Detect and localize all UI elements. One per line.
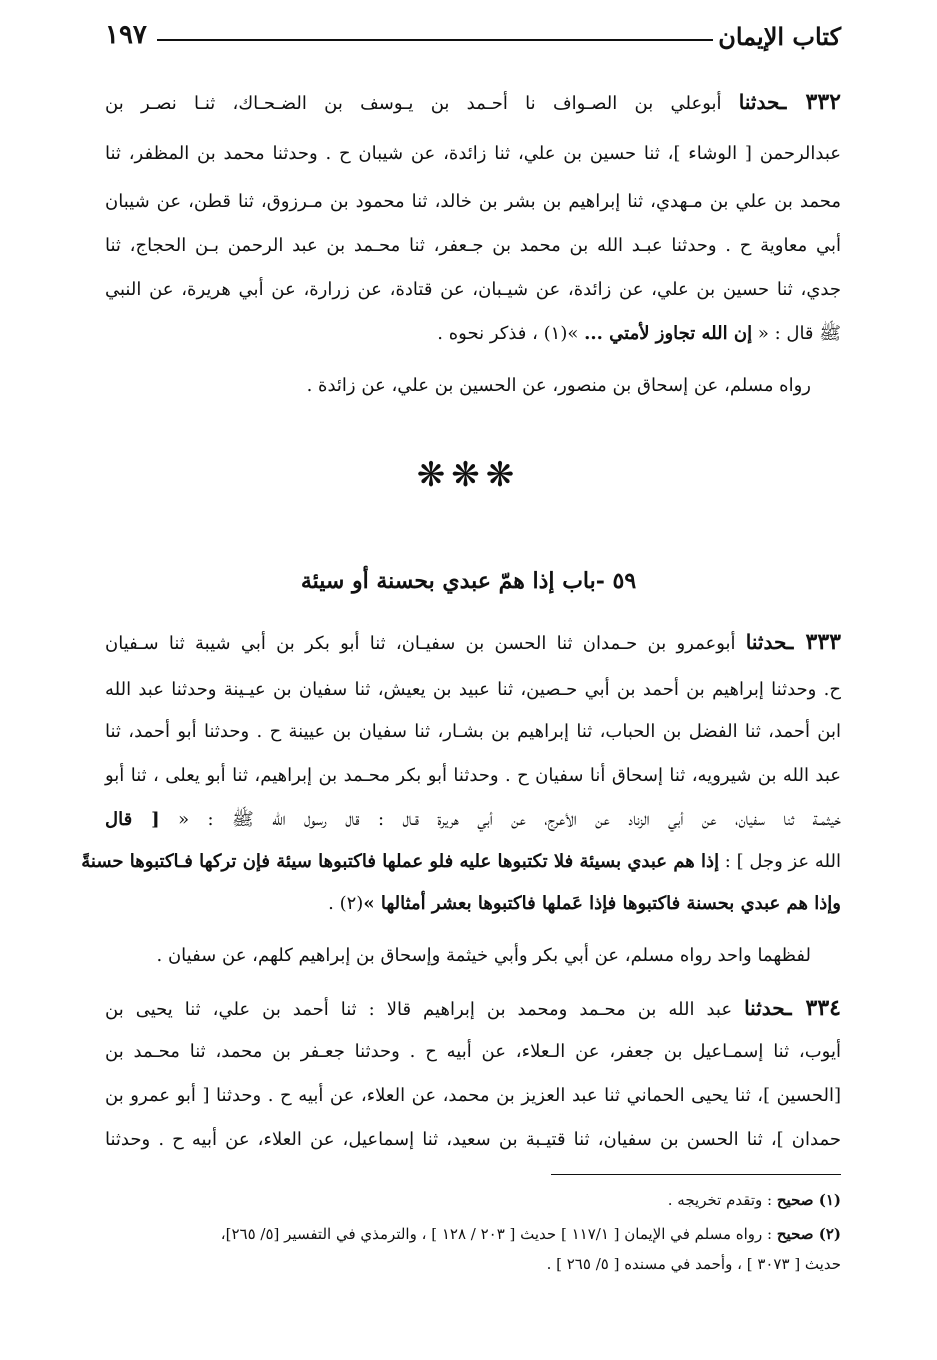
hadith-text: أبوعلي بن الصـواف نا أحـمد بن يـوسف بن الضـحـاك، ثنـا نصـر بن [105, 93, 722, 114]
hadith-text: ﷺ قال : « [752, 323, 841, 344]
hadith-332-takhrij: رواه مسلم، عن إسحاق بن منصور، عن الحسين بن علي، عن زائدة . [306, 375, 811, 396]
hadith-332-line-3: محمد بن علي بن مـهدي، ثنا إبراهيم بن بشر بن خالد، ثنا محمود بن مـرزوق، ثنا قطن، عن شيبان [105, 191, 841, 212]
hadith-332-line-5: جدي، ثنا حسين بن علي، عن زائدة، عن شيـبان، عن قتادة، عن زرارة، عن أبي هريرة، عن النبي [105, 279, 841, 300]
hadith-text: خيثمـة ثنا سفيان، عن أبي الزناد عن الأعرج، عن أبي هريرة قـال : قال رسول الله ﷺ : « [159, 809, 841, 830]
footnote-rule [551, 1174, 841, 1175]
footnote-text: : وتقدم تخريجه . [667, 1191, 777, 1209]
hadith-332-line-6 [105, 320, 841, 348]
hadith-332-line-1 [105, 88, 841, 118]
hadith-number: ٣٣٢ ـ [779, 89, 841, 115]
hadith-text: الله عز وجل ] : [719, 851, 841, 872]
hadith-334-line-4: حمدان ]، ثنا الحسن بن سفيان، ثنا قتيـبة بن سعيد، ثنا إسماعيل، عن العلاء، عن أبيه ح . وحدثنا [105, 1129, 841, 1150]
hadith-333-takhrij: لفظهما واحد رواه مسلم، عن أبي بكر وأبي خيثمة وإسحاق بن إبراهيم كلهم، عن سفيان . [156, 945, 811, 966]
hadith-text: أبوعمرو بن حـمدان ثنا الحسن بن سفيـان، ثنا أبو بكر بن أبي شيبة ثنا سـفيان [105, 633, 736, 654]
hadith-text: »(١) ، فذكر نحوه . [437, 323, 585, 344]
haddathana-keyword: حدثنا [745, 630, 787, 654]
hadith-333-line-2: ح. وحدثنا إبراهيم بن أحمد بن أبي حـصين، ثنا عبيد بن يعيش، ثنا سفيان بن عيـينة وحدثنا عبد الله [105, 679, 841, 700]
header-rule [157, 39, 713, 41]
footnote-text: : رواه مسلم في الإيمان [ ١١٧/١ ] حديث [ ٢٠٣ / ١٢٨ ] ، والترمذي في التفسير [٥/ ٢٦٥]، [220, 1225, 777, 1243]
hadith-332-line-4: أبي معاوية ح . وحدثنا عبـد الله بن محمد بن جـعفر، ثنا محـمد بن عبد الرحمن بـن الحجاج، ثنا [105, 235, 841, 256]
hadith-333-line-6 [81, 848, 841, 876]
hadith-334-line-2: أيوب، ثنا إسمـاعيل بن جعفر، عن الـعلاء، عن أبيه ح . وحدثنا جعـفر بن محمد، ثنا محـمد بن [105, 1041, 841, 1062]
page-number: ١٩٧ [105, 20, 147, 50]
haddathana-keyword: حدثنا [744, 996, 786, 1020]
hadith-333-line-3: ابن أحمد، ثنا الفضل بن الحباب، ثنا إبراهيم بن بشـار، ثنا سفيان بن عيينة ح . وحدثنا أبو أحمد، ثنا [105, 721, 841, 742]
footnote-1 [105, 1188, 841, 1212]
haddathana-keyword: حدثنا [738, 90, 780, 114]
footnote-label: (٢) صحيح [776, 1225, 841, 1243]
footnote-2-continued: حديث [ ٣٠٧٣ ] ، وأحمد في مسنده [ ٥/ ٢٦٥ ] . [546, 1255, 841, 1273]
chapter-title: ٥٩ -باب إذا همّ عبدي بحسنة أو سيئة [300, 568, 637, 594]
hadith-333-line-5 [105, 806, 841, 834]
footnote-label: (١) صحيح [776, 1191, 841, 1209]
hadith-334-line-3: [الحسين ]، ثنا يحيى الحماني ثنا عبد العزيز بن محمد، عن العلاء، عن أبيه ح . وحدثنا [ أبو عمرو بن [105, 1085, 841, 1106]
prophetic-quote: إذا هم عبدي بسيئة فلا تكتبوها عليه فلو عملها فاكتبوها سيئة فإن تركها فـاكتبوها حسنةً [81, 851, 720, 872]
footnote-2 [105, 1222, 841, 1246]
prophetic-quote: [ قال [105, 809, 160, 830]
hadith-333-line-4: عبد الله بن شيرويه، ثنا إسحاق أنا سفيان ح . وحدثنا أبو بكر محـمد بن إبراهيم، ثنا أبو يعلى ، ثنا أبو [105, 765, 841, 786]
hadith-number: ٣٣٤ ـ [785, 995, 841, 1021]
hadith-332-line-2: عبدالرحمن [ الوشاء ]، ثنا حسين بن علي، ثنا زائدة، عن شيبان ح . وحدثنا محمد بن المظفر، ثنا [105, 143, 841, 164]
footnote-ref: (٢) . [328, 893, 364, 914]
hadith-334-line-1 [105, 994, 841, 1024]
section-separator: ❋❋❋ [416, 455, 521, 495]
hadith-number: ٣٣٣ ـ [786, 629, 841, 655]
hadith-text: عبد الله بن محـمد ومحمد بن إبراهيم قالا : ثنا أحمد بن علي، ثنا يحيى بن [105, 999, 733, 1020]
prophetic-quote: وإذا هم عبدي بحسنة فاكتبوها فإذا عَملها فاكتبوها بعشر أمثالها » [363, 893, 841, 914]
hadith-333-line-1 [105, 628, 841, 658]
page-header [105, 18, 841, 58]
prophetic-quote: إن الله تجاوز لأمتي ... [584, 323, 753, 344]
book-title: كتاب الإيمان [718, 22, 841, 51]
hadith-333-line-7 [105, 890, 841, 918]
